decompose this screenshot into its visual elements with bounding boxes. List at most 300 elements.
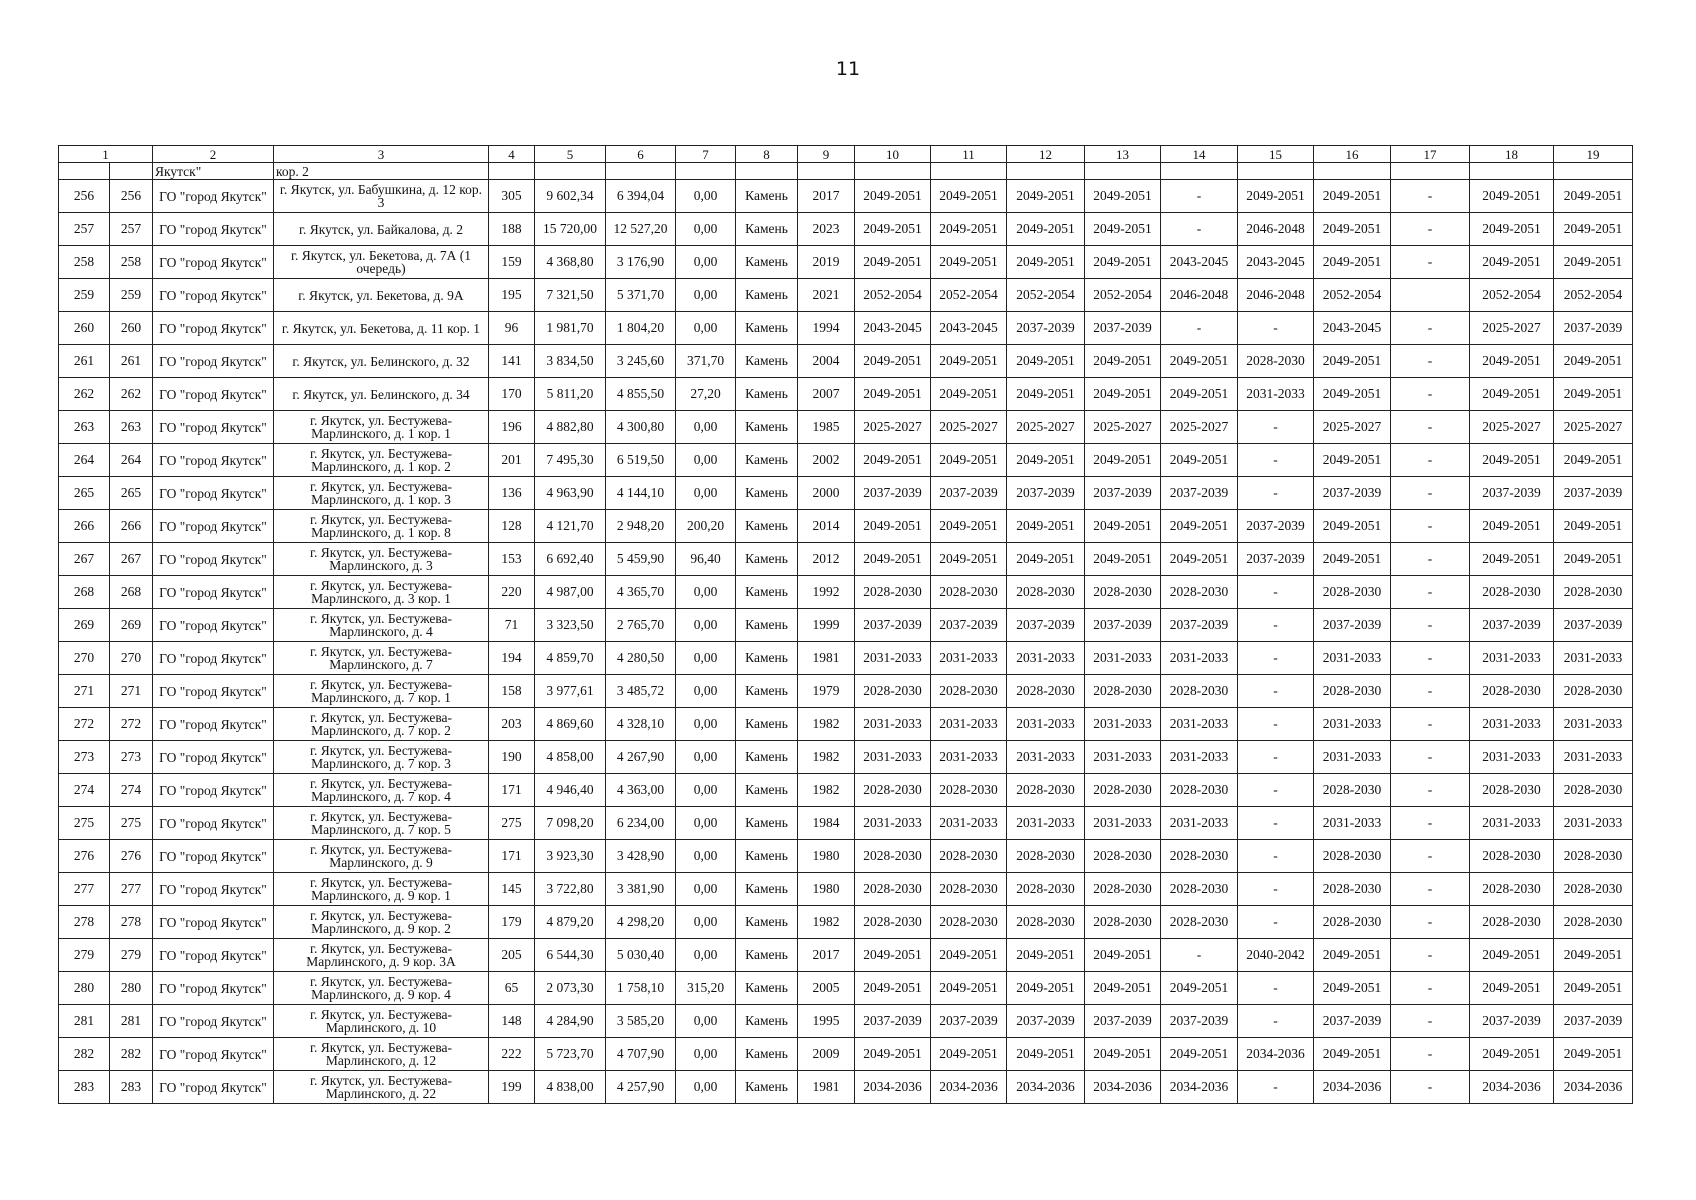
table-cell: 2049-2051 <box>1554 180 1633 213</box>
table-cell: 2037-2039 <box>1161 609 1238 642</box>
row-id-cell: 277 <box>110 873 153 906</box>
table-cell: 2037-2039 <box>1007 477 1085 510</box>
table-cell: 2049-2051 <box>1085 180 1161 213</box>
table-cell <box>1391 279 1470 312</box>
row-number-cell: 269 <box>59 609 110 642</box>
row-id-cell: 283 <box>110 1071 153 1104</box>
row-number-cell: 258 <box>59 246 110 279</box>
table-cell: 2049-2051 <box>1554 543 1633 576</box>
address-cell: г. Якутск, ул. Бестужева-Марлинского, д. 7 кор. 5 <box>274 807 489 840</box>
table-cell: 4 855,50 <box>606 378 676 411</box>
table-cell: 2049-2051 <box>1554 378 1633 411</box>
row-number-cell: 271 <box>59 675 110 708</box>
table-cell: 2049-2051 <box>1554 213 1633 246</box>
table-cell: 3 722,80 <box>535 873 606 906</box>
table-cell: 2025-2027 <box>855 411 931 444</box>
table-cell: Камень <box>736 543 798 576</box>
table-cell: 2017 <box>798 939 855 972</box>
table-cell: 2028-2030 <box>1161 906 1238 939</box>
table-cell: 179 <box>489 906 535 939</box>
column-header: 6 <box>606 146 676 163</box>
table-cell: Камень <box>736 1005 798 1038</box>
table-cell: 2028-2030 <box>931 675 1007 708</box>
table-cell: 7 321,50 <box>535 279 606 312</box>
table-cell: - <box>1238 807 1314 840</box>
row-id-cell: 279 <box>110 939 153 972</box>
table-cell: 2049-2051 <box>1314 378 1391 411</box>
table-cell: 2028-2030 <box>1007 675 1085 708</box>
table-cell: 2 948,20 <box>606 510 676 543</box>
table-cell: 2037-2039 <box>1554 1005 1633 1038</box>
table-cell: 1995 <box>798 1005 855 1038</box>
table-cell: - <box>1391 1071 1470 1104</box>
table-cell: 2034-2036 <box>1161 1071 1238 1104</box>
row-id-cell: 267 <box>110 543 153 576</box>
table-cell: 2025-2027 <box>1470 411 1554 444</box>
table-cell: 2052-2054 <box>931 279 1007 312</box>
table-cell: 2037-2039 <box>931 609 1007 642</box>
table-cell <box>1314 163 1391 180</box>
table-cell: 2049-2051 <box>1161 510 1238 543</box>
table-cell: 2049-2051 <box>1554 939 1633 972</box>
table-cell <box>1085 163 1161 180</box>
table-cell: 5 371,70 <box>606 279 676 312</box>
municipality-cell: ГО "город Якутск" <box>153 279 274 312</box>
table-cell: 2031-2033 <box>1314 642 1391 675</box>
table-cell: 2025-2027 <box>931 411 1007 444</box>
table-cell: 2049-2051 <box>855 345 931 378</box>
table-cell: 2049-2051 <box>1470 972 1554 1005</box>
table-cell: 6 519,50 <box>606 444 676 477</box>
table-cell: 220 <box>489 576 535 609</box>
address-cell: г. Якутск, ул. Бабушкина, д. 12 кор. 3 <box>274 180 489 213</box>
table-cell: 203 <box>489 708 535 741</box>
table-cell: 2028-2030 <box>855 576 931 609</box>
municipality-cell: ГО "город Якутск" <box>153 642 274 675</box>
table-cell: 2002 <box>798 444 855 477</box>
address-cell: г. Якутск, ул. Бестужева-Марлинского, д. 1 кор. 1 <box>274 411 489 444</box>
table-cell: 6 234,00 <box>606 807 676 840</box>
table-cell: 158 <box>489 675 535 708</box>
row-id-cell: 280 <box>110 972 153 1005</box>
row-number-cell: 283 <box>59 1071 110 1104</box>
table-cell: 2031-2033 <box>1314 741 1391 774</box>
table-cell: 2028-2030 <box>1007 840 1085 873</box>
table-cell: 2037-2039 <box>1085 312 1161 345</box>
table-cell: Камень <box>736 642 798 675</box>
table-cell: Камень <box>736 1038 798 1071</box>
table-cell: - <box>1391 708 1470 741</box>
table-cell: 6 692,40 <box>535 543 606 576</box>
municipality-cell: ГО "город Якутск" <box>153 906 274 939</box>
table-cell: 2049-2051 <box>1085 345 1161 378</box>
table-row <box>59 675 1633 708</box>
table-cell: 2046-2048 <box>1238 279 1314 312</box>
table-cell: 205 <box>489 939 535 972</box>
row-id-cell: 262 <box>110 378 153 411</box>
row-id-cell: 259 <box>110 279 153 312</box>
municipality-cell: ГО "город Якутск" <box>153 774 274 807</box>
table-cell: 4 280,50 <box>606 642 676 675</box>
table-cell: 2037-2039 <box>855 477 931 510</box>
table-cell: - <box>1238 576 1314 609</box>
table-cell: 0,00 <box>676 213 736 246</box>
table-cell: 2043-2045 <box>855 312 931 345</box>
table-cell: - <box>1391 1038 1470 1071</box>
table-cell: 153 <box>489 543 535 576</box>
table-cell: Камень <box>736 1071 798 1104</box>
address-cell: кор. 2 <box>274 163 489 180</box>
table-cell: 2028-2030 <box>855 840 931 873</box>
table-cell: 2031-2033 <box>1161 807 1238 840</box>
table-cell: Камень <box>736 609 798 642</box>
table-cell: 4 284,90 <box>535 1005 606 1038</box>
row-number-cell: 266 <box>59 510 110 543</box>
table-cell: - <box>1391 873 1470 906</box>
table-cell: 3 977,61 <box>535 675 606 708</box>
table-cell: 2031-2033 <box>1007 741 1085 774</box>
table-cell: 0,00 <box>676 1038 736 1071</box>
table-cell <box>676 163 736 180</box>
row-number-cell: 278 <box>59 906 110 939</box>
table-cell: 2000 <box>798 477 855 510</box>
table-cell: 2025-2027 <box>1314 411 1391 444</box>
table-cell: 2037-2039 <box>931 1005 1007 1038</box>
table-cell: Камень <box>736 213 798 246</box>
table-cell: 1 804,20 <box>606 312 676 345</box>
table-cell: 2031-2033 <box>855 642 931 675</box>
row-number-cell: 273 <box>59 741 110 774</box>
table-cell: 200,20 <box>676 510 736 543</box>
table-cell: 2025-2027 <box>1085 411 1161 444</box>
table-cell: 2028-2030 <box>1161 576 1238 609</box>
address-cell: г. Якутск, ул. Бестужева-Марлинского, д. 7 кор. 2 <box>274 708 489 741</box>
table-cell: 2037-2039 <box>1007 1005 1085 1038</box>
table-row <box>59 609 1633 642</box>
table-cell: 2049-2051 <box>1470 543 1554 576</box>
table-cell: 2049-2051 <box>1470 1038 1554 1071</box>
table-cell: - <box>1238 873 1314 906</box>
table-cell: 2019 <box>798 246 855 279</box>
table-cell: 2037-2039 <box>1314 1005 1391 1038</box>
table-row <box>59 1038 1633 1071</box>
table-cell: 0,00 <box>676 1071 736 1104</box>
municipality-cell: ГО "город Якутск" <box>153 576 274 609</box>
table-cell: Камень <box>736 279 798 312</box>
table-cell: 4 300,80 <box>606 411 676 444</box>
table-cell: 2028-2030 <box>1314 774 1391 807</box>
table-cell: Камень <box>736 246 798 279</box>
table-cell: 7 495,30 <box>535 444 606 477</box>
table-cell: 4 121,70 <box>535 510 606 543</box>
table-cell: 171 <box>489 840 535 873</box>
column-header: 1 <box>59 146 153 163</box>
table-cell: 2052-2054 <box>1007 279 1085 312</box>
table-cell: 2037-2039 <box>1554 312 1633 345</box>
table-cell: - <box>1391 477 1470 510</box>
table-cell: 2037-2039 <box>1554 477 1633 510</box>
table-cell: 4 257,90 <box>606 1071 676 1104</box>
table-cell: 2031-2033 <box>1007 708 1085 741</box>
table-cell: 2049-2051 <box>1314 345 1391 378</box>
table-cell: 2049-2051 <box>1554 345 1633 378</box>
table-cell: 0,00 <box>676 411 736 444</box>
table-cell: 2031-2033 <box>1161 708 1238 741</box>
table-row <box>59 972 1633 1005</box>
column-header: 11 <box>931 146 1007 163</box>
table-cell: 2028-2030 <box>1314 675 1391 708</box>
table-cell: 2049-2051 <box>1085 444 1161 477</box>
column-header: 16 <box>1314 146 1391 163</box>
table-cell: 2049-2051 <box>855 972 931 1005</box>
municipality-cell: ГО "город Якутск" <box>153 213 274 246</box>
table-cell: 2049-2051 <box>1007 939 1085 972</box>
table-cell <box>1161 163 1238 180</box>
municipality-cell: ГО "город Якутск" <box>153 1071 274 1104</box>
table-cell: 2031-2033 <box>1554 642 1633 675</box>
table-cell: 2028-2030 <box>1007 873 1085 906</box>
municipality-cell: ГО "город Якутск" <box>153 411 274 444</box>
table-cell: 190 <box>489 741 535 774</box>
table-cell: 27,20 <box>676 378 736 411</box>
table-cell: 2037-2039 <box>1470 477 1554 510</box>
table-cell: 2049-2051 <box>1161 1038 1238 1071</box>
column-header: 10 <box>855 146 931 163</box>
table-cell <box>1007 163 1085 180</box>
table-row <box>59 312 1633 345</box>
table-cell: 3 834,50 <box>535 345 606 378</box>
table-cell: 1982 <box>798 774 855 807</box>
address-cell: г. Якутск, ул. Бестужева-Марлинского, д. 10 <box>274 1005 489 1038</box>
table-cell: 2049-2051 <box>1161 444 1238 477</box>
address-cell: г. Якутск, ул. Белинского, д. 32 <box>274 345 489 378</box>
table-cell: 2049-2051 <box>1007 378 1085 411</box>
table-cell: 5 459,90 <box>606 543 676 576</box>
table-cell: 2049-2051 <box>1238 180 1314 213</box>
table-cell: 2043-2045 <box>1238 246 1314 279</box>
table-cell: 2005 <box>798 972 855 1005</box>
table-cell: 0,00 <box>676 1005 736 1038</box>
table-cell: 2049-2051 <box>855 444 931 477</box>
table-cell: 1 758,10 <box>606 972 676 1005</box>
table-cell: 96 <box>489 312 535 345</box>
table-cell: 2028-2030 <box>1470 873 1554 906</box>
table-cell: Камень <box>736 345 798 378</box>
column-header: 17 <box>1391 146 1470 163</box>
table-cell: 2049-2051 <box>855 180 931 213</box>
column-header: 7 <box>676 146 736 163</box>
row-id-cell: 282 <box>110 1038 153 1071</box>
table-cell: 2049-2051 <box>1007 510 1085 543</box>
table-cell: 4 882,80 <box>535 411 606 444</box>
row-id-cell: 261 <box>110 345 153 378</box>
table-cell: - <box>1391 642 1470 675</box>
table-cell: 2049-2051 <box>1554 510 1633 543</box>
table-cell: 2049-2051 <box>855 246 931 279</box>
row-id-cell: 260 <box>110 312 153 345</box>
table-cell: - <box>1238 972 1314 1005</box>
row-number-cell: 276 <box>59 840 110 873</box>
table-row <box>59 939 1633 972</box>
column-header: 19 <box>1554 146 1633 163</box>
table-cell: Камень <box>736 411 798 444</box>
capital-repair-table <box>58 145 1633 1104</box>
table-cell: 1979 <box>798 675 855 708</box>
table-cell: 2049-2051 <box>1161 972 1238 1005</box>
table-cell: 3 485,72 <box>606 675 676 708</box>
row-id-cell: 265 <box>110 477 153 510</box>
table-cell: 2025-2027 <box>1007 411 1085 444</box>
table-cell <box>798 163 855 180</box>
column-header: 15 <box>1238 146 1314 163</box>
table-cell: 2031-2033 <box>1085 741 1161 774</box>
row-id-cell: 274 <box>110 774 153 807</box>
table-cell: 2049-2051 <box>1470 510 1554 543</box>
table-cell: - <box>1391 906 1470 939</box>
table-cell: 2028-2030 <box>1554 840 1633 873</box>
address-cell: г. Якутск, ул. Бекетова, д. 7А (1 очередь) <box>274 246 489 279</box>
table-cell: - <box>1161 180 1238 213</box>
table-cell: 0,00 <box>676 840 736 873</box>
table-cell: 65 <box>489 972 535 1005</box>
address-cell: г. Якутск, ул. Бестужева-Марлинского, д. 7 кор. 4 <box>274 774 489 807</box>
table-cell: - <box>1391 972 1470 1005</box>
address-cell: г. Якутск, ул. Бестужева-Марлинского, д. 3 кор. 1 <box>274 576 489 609</box>
column-header: 2 <box>153 146 274 163</box>
municipality-cell: ГО "город Якутск" <box>153 873 274 906</box>
table-cell: 170 <box>489 378 535 411</box>
table-cell: 2049-2051 <box>1007 345 1085 378</box>
table-cell: 2031-2033 <box>1314 708 1391 741</box>
column-header: 5 <box>535 146 606 163</box>
table-cell: Камень <box>736 477 798 510</box>
row-number-cell: 274 <box>59 774 110 807</box>
municipality-cell: ГО "город Якутск" <box>153 807 274 840</box>
table-cell: 2021 <box>798 279 855 312</box>
table-cell: 2034-2036 <box>1314 1071 1391 1104</box>
table-cell: 0,00 <box>676 642 736 675</box>
table-cell: 2049-2051 <box>931 510 1007 543</box>
table-cell: 2031-2033 <box>855 807 931 840</box>
table-cell: - <box>1238 675 1314 708</box>
table-cell: 0,00 <box>676 180 736 213</box>
address-cell: г. Якутск, ул. Бестужева-Марлинского, д. 1 кор. 2 <box>274 444 489 477</box>
table-cell: 6 544,30 <box>535 939 606 972</box>
table-cell: 2052-2054 <box>1554 279 1633 312</box>
table-cell: Камень <box>736 708 798 741</box>
table-cell: 2028-2030 <box>931 774 1007 807</box>
table-cell: 201 <box>489 444 535 477</box>
table-cell: 2028-2030 <box>855 774 931 807</box>
table-cell: 2031-2033 <box>931 708 1007 741</box>
table-cell: 196 <box>489 411 535 444</box>
table-cell: 2028-2030 <box>931 906 1007 939</box>
table-cell: 2031-2033 <box>1470 642 1554 675</box>
table-cell: 4 869,60 <box>535 708 606 741</box>
table-row <box>59 906 1633 939</box>
municipality-cell: ГО "город Якутск" <box>153 741 274 774</box>
table-cell: Камень <box>736 510 798 543</box>
table-cell: Камень <box>736 972 798 1005</box>
table-cell: Камень <box>736 741 798 774</box>
table-cell: 2049-2051 <box>1470 246 1554 279</box>
table-cell: 0,00 <box>676 708 736 741</box>
table-cell: 2049-2051 <box>1470 213 1554 246</box>
address-cell: г. Якутск, ул. Бестужева-Марлинского, д. 7 <box>274 642 489 675</box>
table-cell: 2031-2033 <box>1085 807 1161 840</box>
table-row <box>59 213 1633 246</box>
table-cell <box>1554 163 1633 180</box>
table-cell: 2017 <box>798 180 855 213</box>
address-cell: г. Якутск, ул. Бестужева-Марлинского, д. 9 кор. 4 <box>274 972 489 1005</box>
table-row <box>59 840 1633 873</box>
table-cell: - <box>1391 774 1470 807</box>
table-cell: - <box>1391 312 1470 345</box>
table-cell: 2031-2033 <box>1085 642 1161 675</box>
address-cell: г. Якутск, ул. Бестужева-Марлинского, д. 9 кор. 1 <box>274 873 489 906</box>
address-cell: г. Якутск, ул. Белинского, д. 34 <box>274 378 489 411</box>
table-cell: 96,40 <box>676 543 736 576</box>
table-cell: 0,00 <box>676 477 736 510</box>
table-cell: 2028-2030 <box>1161 873 1238 906</box>
row-number-cell: 267 <box>59 543 110 576</box>
column-header: 18 <box>1470 146 1554 163</box>
table-cell: 4 328,10 <box>606 708 676 741</box>
address-cell: г. Якутск, ул. Байкалова, д. 2 <box>274 213 489 246</box>
table-cell: 1994 <box>798 312 855 345</box>
table-cell: 2037-2039 <box>1470 1005 1554 1038</box>
address-cell: г. Якутск, ул. Бестужева-Марлинского, д. 7 кор. 3 <box>274 741 489 774</box>
table-cell: 2049-2051 <box>1554 972 1633 1005</box>
table-cell: 2049-2051 <box>1007 246 1085 279</box>
table-cell: 0,00 <box>676 675 736 708</box>
address-cell: г. Якутск, ул. Бестужева-Марлинского, д. 1 кор. 3 <box>274 477 489 510</box>
table-cell: Камень <box>736 840 798 873</box>
table-cell: 0,00 <box>676 444 736 477</box>
table-cell: - <box>1391 939 1470 972</box>
table-cell: Камень <box>736 576 798 609</box>
table-cell: 2043-2045 <box>1161 246 1238 279</box>
table-cell: 2049-2051 <box>1085 939 1161 972</box>
table-cell: 2028-2030 <box>1470 576 1554 609</box>
table-cell: 3 923,30 <box>535 840 606 873</box>
table-cell: 2037-2039 <box>855 609 931 642</box>
row-number-cell: 282 <box>59 1038 110 1071</box>
column-number-header <box>59 146 1633 163</box>
table-cell: - <box>1238 477 1314 510</box>
table-cell: 2049-2051 <box>1314 510 1391 543</box>
table-cell: 2028-2030 <box>855 906 931 939</box>
row-number-cell: 259 <box>59 279 110 312</box>
table-row <box>59 477 1633 510</box>
table-cell: 2040-2042 <box>1238 939 1314 972</box>
table-cell: 2034-2036 <box>1554 1071 1633 1104</box>
table-row <box>59 510 1633 543</box>
table-cell: - <box>1391 807 1470 840</box>
table-cell: - <box>1238 708 1314 741</box>
table-cell: 305 <box>489 180 535 213</box>
row-id-cell: 268 <box>110 576 153 609</box>
table-cell: - <box>1238 411 1314 444</box>
table-cell: 5 723,70 <box>535 1038 606 1071</box>
table-cell: 2028-2030 <box>855 873 931 906</box>
table-cell: 171 <box>489 774 535 807</box>
table-cell: 4 365,70 <box>606 576 676 609</box>
table-cell: 1981 <box>798 642 855 675</box>
municipality-cell: ГО "город Якутск" <box>153 180 274 213</box>
table-cell: - <box>1391 576 1470 609</box>
table-cell: 148 <box>489 1005 535 1038</box>
